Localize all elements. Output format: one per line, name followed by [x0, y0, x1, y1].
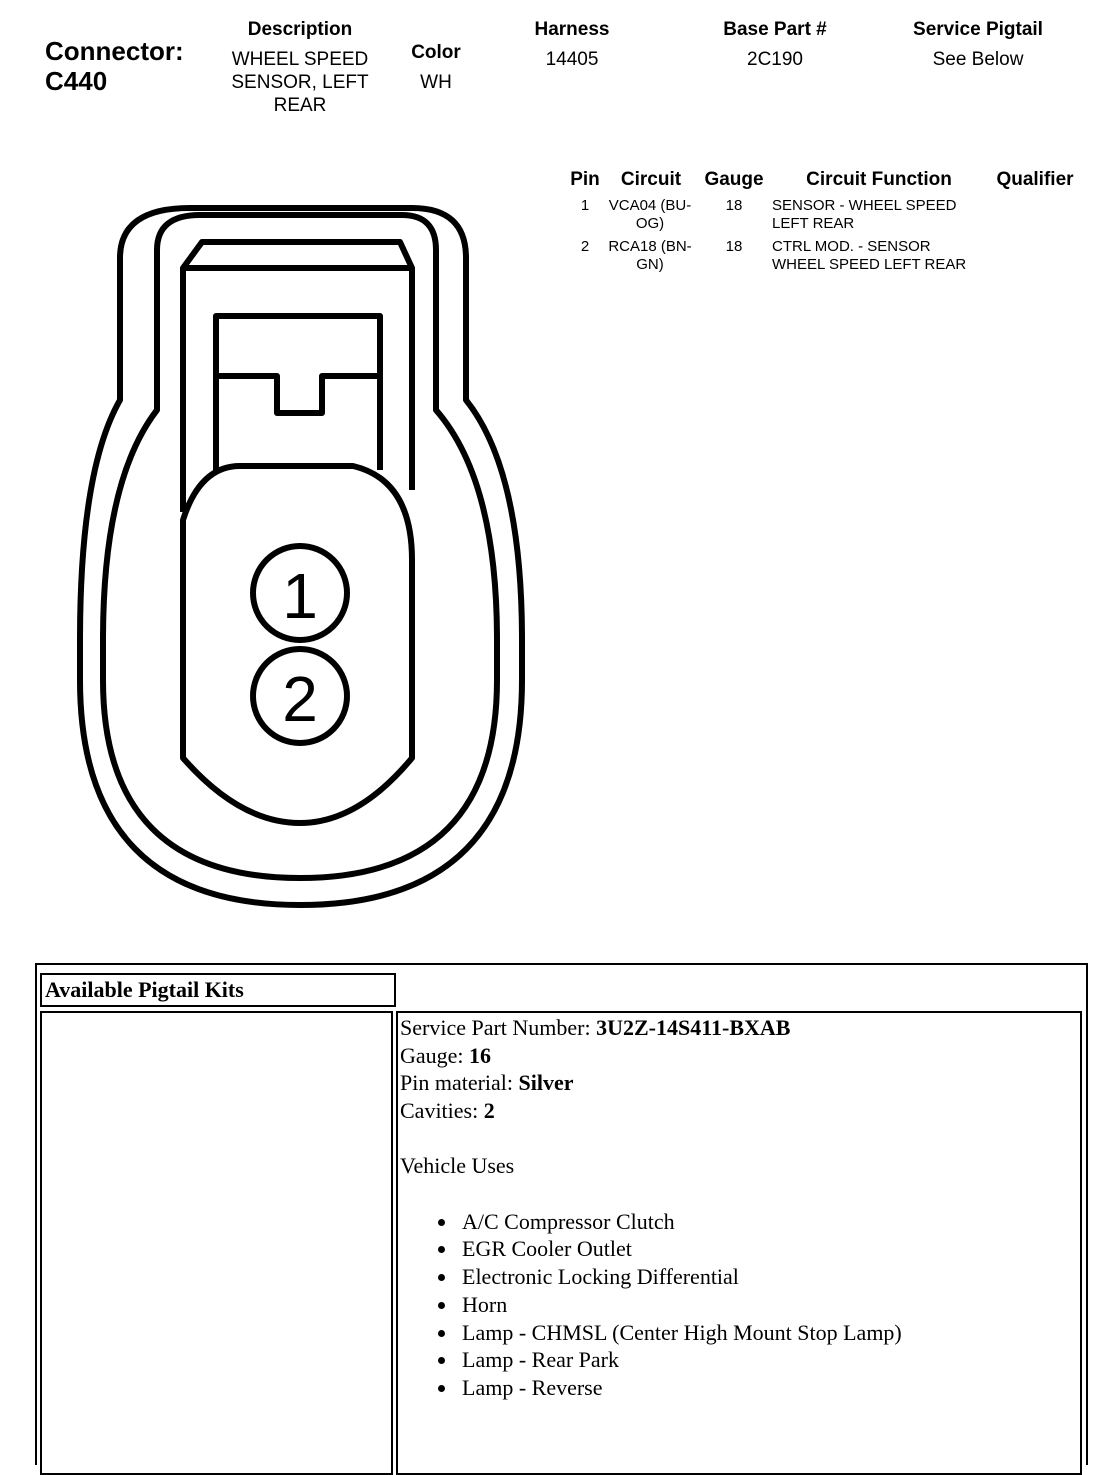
color-value: WH: [420, 72, 452, 93]
pin-circuit-line: RCA18 (BN-: [608, 238, 692, 255]
description-line: SENSOR, LEFT: [231, 72, 369, 93]
vehicle-uses-list: [400, 1208, 1070, 1403]
list-item: Lamp - CHMSL (Center High Mount Stop Lamp): [400, 1319, 1070, 1347]
connector-label: Connector:: [45, 36, 184, 66]
pin-function: [772, 238, 987, 274]
latch-inner-outline: [216, 316, 380, 470]
latch-notch: [216, 376, 380, 413]
description-line: WHEEL SPEED: [231, 49, 369, 70]
description-line: REAR: [273, 95, 327, 116]
gauge-col-header: Gauge: [704, 169, 764, 190]
pin-circuit-line: VCA04 (BU-: [608, 197, 692, 214]
pigtail-details: [400, 1014, 1070, 1402]
list-item: Horn: [400, 1291, 1070, 1319]
gauge-value: 16: [469, 1042, 492, 1068]
pin-gauge: 18: [725, 197, 743, 214]
description-header: Description: [247, 19, 353, 40]
service-part-number-label: Service Part Number:: [400, 1015, 597, 1040]
pin-number: 2: [580, 238, 590, 255]
pin-material-label: Pin material:: [400, 1070, 519, 1095]
housing-outer-outline: [80, 208, 522, 905]
pin-function-line: SENSOR - WHEEL SPEED: [772, 197, 957, 214]
cavities-value: 2: [483, 1097, 495, 1123]
list-item: Lamp - Rear Park: [400, 1346, 1070, 1374]
pin-gauge: 18: [725, 238, 743, 255]
harness-value: 14405: [545, 49, 599, 70]
list-item: A/C Compressor Clutch: [400, 1208, 1070, 1236]
vehicle-uses-label: Vehicle Uses: [400, 1153, 515, 1178]
function-col-header: Circuit Function: [806, 169, 952, 190]
pin-material-value: Silver: [518, 1070, 574, 1095]
pin-number: 1: [580, 197, 590, 214]
cavities-label: Cavities:: [400, 1097, 484, 1123]
list-item: EGR Cooler Outlet: [400, 1235, 1070, 1263]
connector-face-diagram: [0, 0, 540, 930]
pin-function-line: CTRL MOD. - SENSOR: [772, 238, 931, 255]
pin-function-line: LEFT REAR: [772, 215, 855, 232]
pigtail-kits-title: Available Pigtail Kits: [40, 973, 396, 1007]
pin-2-label: 2: [282, 663, 318, 735]
circuit-col-header: Circuit: [620, 169, 682, 190]
pin-function: [772, 197, 987, 233]
gauge-label: Gauge:: [400, 1042, 470, 1068]
pin-function-line: WHEEL SPEED LEFT REAR: [772, 256, 967, 273]
pin-circuit: [600, 197, 700, 233]
service-part-number-row: [400, 1014, 1070, 1042]
service-pigtail-header: Service Pigtail: [913, 19, 1043, 40]
base-part-value: 2C190: [747, 49, 803, 70]
connector-id: C440: [45, 66, 108, 96]
harness-header: Harness: [534, 19, 610, 40]
gauge-row: [400, 1042, 1070, 1070]
base-part-header: Base Part #: [723, 19, 827, 40]
qualifier-col-header: Qualifier: [996, 169, 1074, 190]
color-header: Color: [411, 42, 461, 63]
service-pigtail-value: See Below: [932, 49, 1024, 70]
pin-circuit: [600, 238, 700, 274]
service-part-number: 3U2Z-14S411-BXAB: [596, 1015, 791, 1040]
pin-cavity-outline: [183, 466, 412, 823]
pin-circuit-line: GN): [636, 256, 664, 273]
pin-material-row: [400, 1069, 1070, 1097]
pin-circuit-line: OG): [635, 215, 665, 232]
list-item: Lamp - Reverse: [400, 1374, 1070, 1402]
pin-1-label: 1: [282, 560, 318, 632]
pin-col-header: Pin: [570, 169, 600, 190]
cavities-row: [400, 1097, 1070, 1125]
list-item: Electronic Locking Differential: [400, 1263, 1070, 1291]
pigtail-image-cell: [40, 1011, 393, 1475]
